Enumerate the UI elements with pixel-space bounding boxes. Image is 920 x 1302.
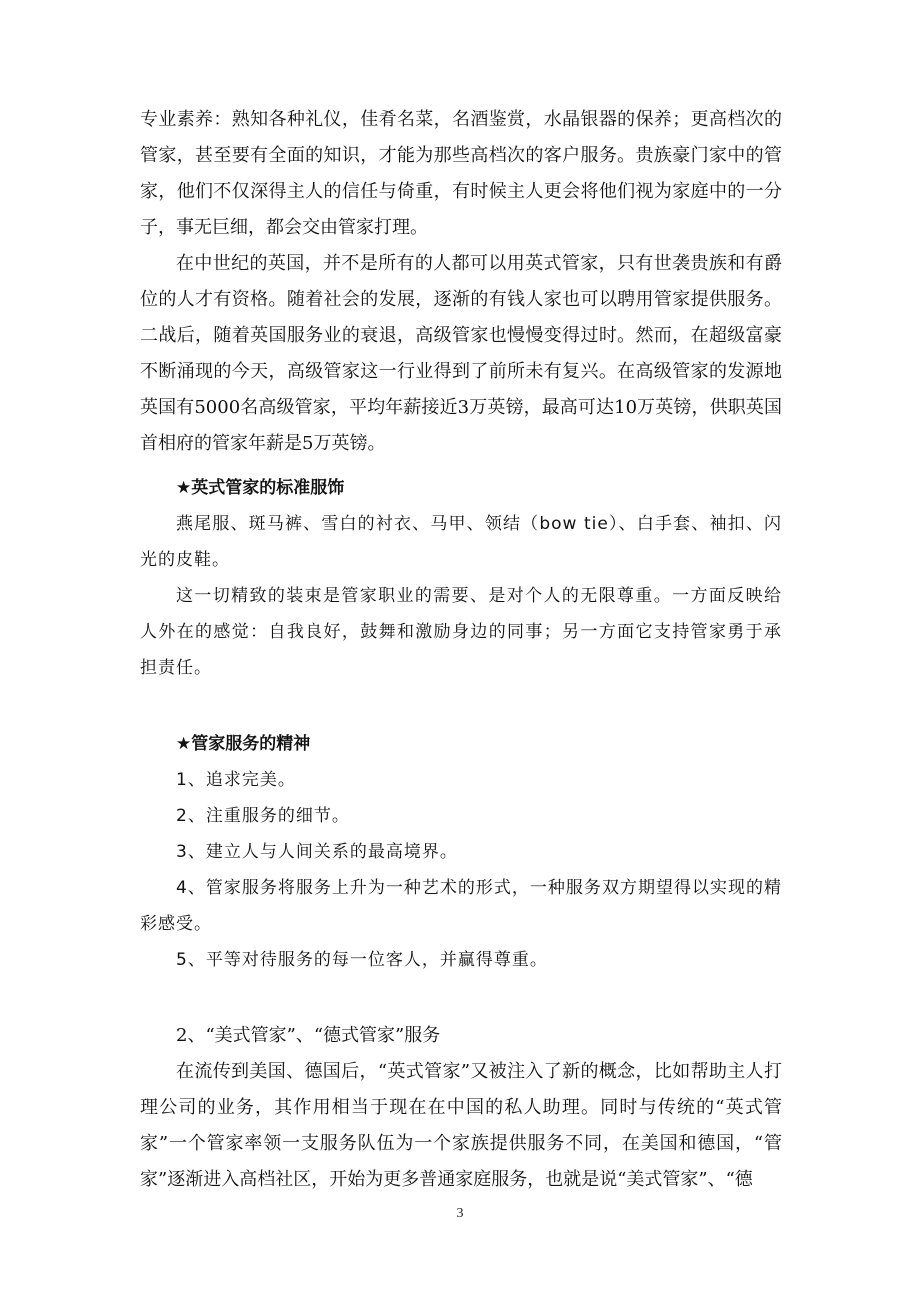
page-number: 3 (456, 1206, 464, 1221)
spacer (140, 462, 782, 470)
spacer (140, 978, 782, 1018)
paragraph-attire-meaning: 这一切精致的装束是管家职业的需要、是对个人的无限尊重。一方面反映给人外在的感觉：自我良好，鼓舞和激励身边的同事；另一方面它支持管家勇于承担责任。 (140, 586, 782, 678)
heading-service-spirit: ★管家服务的精神 (176, 734, 311, 754)
paragraph-attire-items: 燕尾服、斑马裤、雪白的衬衣、马甲、领结（bow tie）、白手套、袖扣、闪光的皮鞋。 (140, 514, 782, 570)
list-item: 3、建立人与人间关系的最高境界。 (176, 842, 458, 862)
paragraph-professional-skills: 专业素养：熟知各种礼仪，佳肴名菜，名酒鉴赏，水晶银器的保养；更高档次的管家，甚至要有全面的知识，才能为那些高档次的客户服务。贵族豪门家中的管家，他们不仅深得主人的信任与倚重，有时候主人更会将他们视为家庭中的一分子，事无巨细，都会交由管家打理。 (140, 109, 782, 238)
list-item: 2、注重服务的细节。 (176, 806, 350, 826)
page-content (140, 102, 782, 1198)
list-item: 1、追求完美。 (176, 770, 296, 790)
heading-attire: ★英式管家的标准服饰 (176, 478, 345, 498)
paragraph-american-german-butler: 在流传到美国、德国后，“英式管家”又被注入了新的概念，比如帮助主人打理公司的业务，其作用相当于现在在中国的私人助理。同时与传统的“英式管家”一个管家率领一支服务队伍为一个家族提供服务不同，在美国和德国，“管家”逐渐进入高档社区，开始为更多普通家庭服务，也就是说“美式管家”、“德 (140, 1061, 782, 1190)
spacer (140, 686, 782, 726)
list-item: 5、平等对待服务的每一位客人，并赢得尊重。 (176, 950, 548, 970)
list-item: 4、管家服务将服务上升为一种艺术的形式，一种服务双方期望得以实现的精彩感受。 (140, 878, 782, 934)
heading-american-german-butler: 2、“美式管家”、“德式管家”服务 (176, 1025, 441, 1046)
paragraph-history: 在中世纪的英国，并不是所有的人都可以用英式管家，只有世袭贵族和有爵位的人才有资格。随着社会的发展，逐渐的有钱人家也可以聘用管家提供服务。二战后，随着英国服务业的衰退，高级管家也慢慢变得过时。然而，在超级富豪不断涌现的今天，高级管家这一行业得到了前所未有复兴。在高级管家的发源地英国有5000名高级管家，平均年薪接近3万英镑，最高可达10万英镑，供职英国首相府的管家年薪是5万英镑。 (140, 253, 782, 454)
